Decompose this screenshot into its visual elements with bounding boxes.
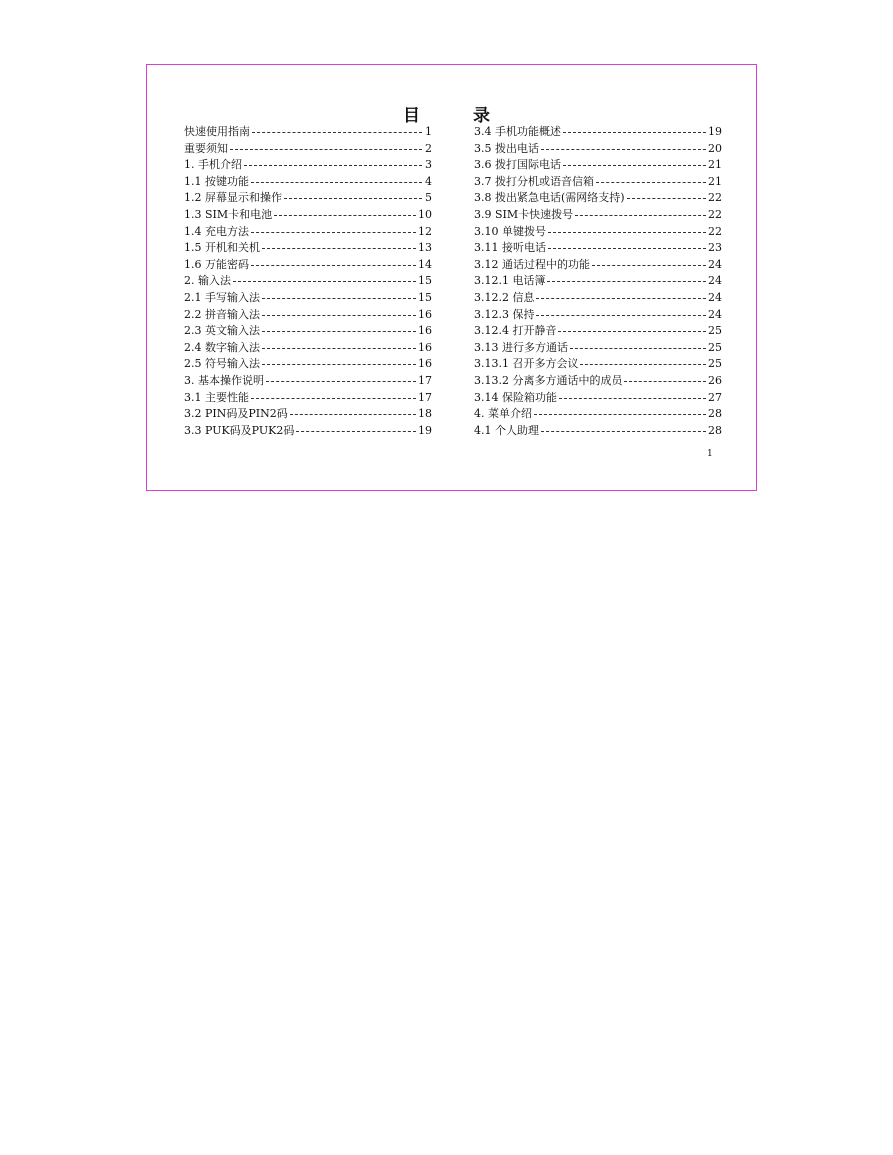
toc-entry	[474, 190, 722, 207]
toc-entry-page: 28	[708, 423, 722, 437]
toc-entry-page: 22	[708, 207, 722, 221]
toc-entry	[474, 340, 722, 357]
toc-entry-label: 3.9 SIM卡快速拨号	[474, 207, 574, 221]
toc-entry-label: 3.13.2 分离多方通话中的成员	[474, 373, 623, 387]
toc-entry	[474, 356, 722, 373]
toc-leader-dots	[251, 232, 416, 233]
toc-entry-label: 1.4 充电方法	[184, 224, 249, 238]
toc-entry	[474, 290, 722, 307]
toc-entry-label: 3.13.1 召开多方会议	[474, 357, 579, 371]
toc-entry	[474, 373, 722, 390]
toc-entry-page: 4	[425, 174, 432, 188]
toc-leader-dots	[262, 348, 416, 349]
toc-leader-dots	[563, 132, 706, 133]
toc-leader-dots	[548, 248, 706, 249]
toc-leader-dots	[262, 315, 416, 316]
toc-entry-label: 2.5 符号输入法	[184, 357, 260, 371]
toc-entry-label: 1. 手机介绍	[184, 158, 242, 172]
toc-leader-dots	[558, 331, 706, 332]
toc-leader-dots	[570, 348, 706, 349]
toc-leader-dots	[563, 165, 706, 166]
toc-entry-label: 1.6 万能密码	[184, 257, 249, 271]
toc-entry-page: 16	[418, 357, 432, 371]
toc-entry-page: 25	[708, 324, 722, 338]
toc-leader-dots	[580, 364, 706, 365]
toc-leader-dots	[296, 431, 416, 432]
toc-entry-label: 3.6 拨打国际电话	[474, 158, 561, 172]
toc-entry-page: 12	[418, 224, 432, 238]
toc-entry-page: 24	[708, 274, 722, 288]
toc-entry-label: 3.11 接听电话	[474, 241, 546, 255]
toc-entry	[184, 257, 432, 274]
toc-entry-label: 2.1 手写输入法	[184, 290, 260, 304]
toc-entry-label: 2.4 数字输入法	[184, 340, 260, 354]
toc-entry	[184, 207, 432, 224]
toc-leader-dots	[251, 182, 422, 183]
toc-leader-dots	[575, 215, 706, 216]
toc-frame	[146, 64, 757, 491]
toc-entry	[474, 141, 722, 158]
toc-entry	[184, 323, 432, 340]
toc-column-left	[184, 124, 432, 439]
toc-entry	[474, 240, 722, 257]
toc-entry-page: 20	[708, 141, 722, 155]
toc-entry-label: 4. 菜单介绍	[474, 407, 532, 421]
toc-entry-label: 2.2 拼音输入法	[184, 307, 260, 321]
toc-leader-dots	[262, 364, 416, 365]
toc-entry	[184, 124, 432, 141]
toc-entry-label: 1.3 SIM卡和电池	[184, 207, 273, 221]
toc-entry	[184, 174, 432, 191]
toc-leader-dots	[230, 149, 422, 150]
toc-entry-label: 1.5 开机和关机	[184, 241, 260, 255]
toc-leader-dots	[262, 331, 416, 332]
toc-entry-page: 24	[708, 290, 722, 304]
toc-leader-dots	[536, 298, 706, 299]
toc-leader-dots	[233, 281, 416, 282]
toc-leader-dots	[251, 265, 416, 266]
toc-entry	[474, 390, 722, 407]
toc-entry-label: 3.10 单键拨号	[474, 224, 546, 238]
toc-entry-page: 24	[708, 307, 722, 321]
toc-leader-dots	[592, 265, 706, 266]
toc-entry-label: 快速使用指南	[184, 125, 250, 138]
toc-entry-page: 2	[425, 141, 432, 155]
toc-entry	[184, 390, 432, 407]
toc-entry-page: 17	[418, 373, 432, 387]
toc-entry-page: 18	[418, 407, 432, 421]
toc-leader-dots	[624, 381, 706, 382]
toc-entry-page: 13	[418, 241, 432, 255]
toc-leader-dots	[274, 215, 416, 216]
toc-entry-page: 15	[418, 274, 432, 288]
toc-entry-page: 10	[418, 207, 432, 221]
toc-entry-label: 3.12.1 电话簿	[474, 274, 546, 288]
toc-entry	[474, 323, 722, 340]
toc-entry-page: 23	[708, 241, 722, 255]
toc-leader-dots	[547, 281, 706, 282]
toc-leader-dots	[252, 132, 422, 133]
toc-entry-page: 22	[708, 191, 722, 205]
toc-leader-dots	[284, 198, 422, 199]
toc-leader-dots	[541, 149, 706, 150]
toc-entry-label: 3.12.2 信息	[474, 290, 535, 304]
toc-entry-page: 24	[708, 257, 722, 271]
toc-entry	[184, 356, 432, 373]
toc-entry	[184, 224, 432, 241]
toc-leader-dots	[559, 398, 706, 399]
toc-entry	[184, 290, 432, 307]
toc-entry	[474, 257, 722, 274]
toc-entry	[474, 124, 722, 141]
toc-leader-dots	[536, 315, 706, 316]
toc-entry	[474, 273, 722, 290]
toc-entry	[184, 423, 432, 440]
toc-entry-label: 3.4 手机功能概述	[474, 125, 561, 138]
toc-entry-label: 3.12.4 打开静音	[474, 324, 557, 338]
toc-entry-label: 3. 基本操作说明	[184, 373, 264, 387]
toc-leader-dots	[251, 398, 416, 399]
toc-entry-page: 25	[708, 340, 722, 354]
toc-leader-dots	[262, 298, 416, 299]
toc-entry	[474, 406, 722, 423]
page-number: 1	[707, 449, 713, 459]
toc-entry	[474, 307, 722, 324]
toc-entry-page: 16	[418, 307, 432, 321]
toc-column-right	[474, 124, 722, 439]
toc-entry-page: 5	[425, 191, 432, 205]
toc-entry-page: 27	[708, 390, 722, 404]
toc-entry	[184, 141, 432, 158]
toc-entry-page: 17	[418, 390, 432, 404]
toc-leader-dots	[262, 248, 416, 249]
toc-entry-page: 16	[418, 340, 432, 354]
toc-entry-label: 3.2 PIN码及PIN2码	[184, 407, 288, 421]
toc-entry-page: 15	[418, 290, 432, 304]
toc-entry	[184, 373, 432, 390]
toc-leader-dots	[266, 381, 416, 382]
toc-entry-page: 14	[418, 257, 432, 271]
toc-entry	[184, 406, 432, 423]
toc-entry-label: 3.12.3 保持	[474, 307, 535, 321]
toc-leader-dots	[627, 198, 706, 199]
toc-entry-label: 3.5 拨出电话	[474, 141, 539, 155]
toc-entry-page: 16	[418, 324, 432, 338]
toc-entry	[474, 157, 722, 174]
toc-entry-label: 3.7 拨打分机或语音信箱	[474, 174, 594, 188]
toc-entry-page: 22	[708, 224, 722, 238]
toc-entry-label: 2.3 英文输入法	[184, 324, 260, 338]
toc-entry	[184, 240, 432, 257]
toc-entry-label: 3.1 主要性能	[184, 390, 249, 404]
toc-entry	[474, 174, 722, 191]
toc-entry	[474, 423, 722, 440]
toc-entry	[184, 157, 432, 174]
toc-entry	[184, 190, 432, 207]
toc-entry-page: 25	[708, 357, 722, 371]
toc-entry	[184, 273, 432, 290]
toc-entry-label: 2. 输入法	[184, 274, 231, 288]
toc-entry	[184, 307, 432, 324]
toc-leader-dots	[244, 165, 422, 166]
toc-entry-label: 1.2 屏幕显示和操作	[184, 191, 282, 205]
toc-entry-page: 19	[708, 125, 722, 138]
toc-entry-page: 3	[425, 158, 432, 172]
toc-entry	[474, 224, 722, 241]
toc-entry-label: 3.8 拨出紧急电话(需网络支持)	[474, 191, 625, 205]
toc-title: 目 录	[403, 106, 508, 126]
toc-entry-label: 3.3 PUK码及PUK2码	[184, 423, 295, 437]
toc-entry	[474, 207, 722, 224]
toc-leader-dots	[534, 414, 706, 415]
toc-entry	[184, 340, 432, 357]
toc-entry-page: 19	[418, 423, 432, 437]
toc-leader-dots	[596, 182, 706, 183]
toc-entry-label: 重要须知	[184, 141, 228, 155]
toc-entry-label: 3.14 保险箱功能	[474, 390, 557, 404]
toc-entry-label: 1.1 按键功能	[184, 174, 249, 188]
toc-entry-page: 21	[708, 158, 722, 172]
toc-entry-page: 21	[708, 174, 722, 188]
toc-entry-page: 26	[708, 373, 722, 387]
toc-entry-label: 4.1 个人助理	[474, 423, 539, 437]
toc-entry-page: 28	[708, 407, 722, 421]
toc-leader-dots	[541, 431, 706, 432]
toc-entry-label: 3.12 通话过程中的功能	[474, 257, 590, 271]
toc-leader-dots	[548, 232, 706, 233]
toc-leader-dots	[290, 414, 416, 415]
toc-entry-label: 3.13 进行多方通话	[474, 340, 568, 354]
toc-entry-page: 1	[425, 125, 432, 138]
